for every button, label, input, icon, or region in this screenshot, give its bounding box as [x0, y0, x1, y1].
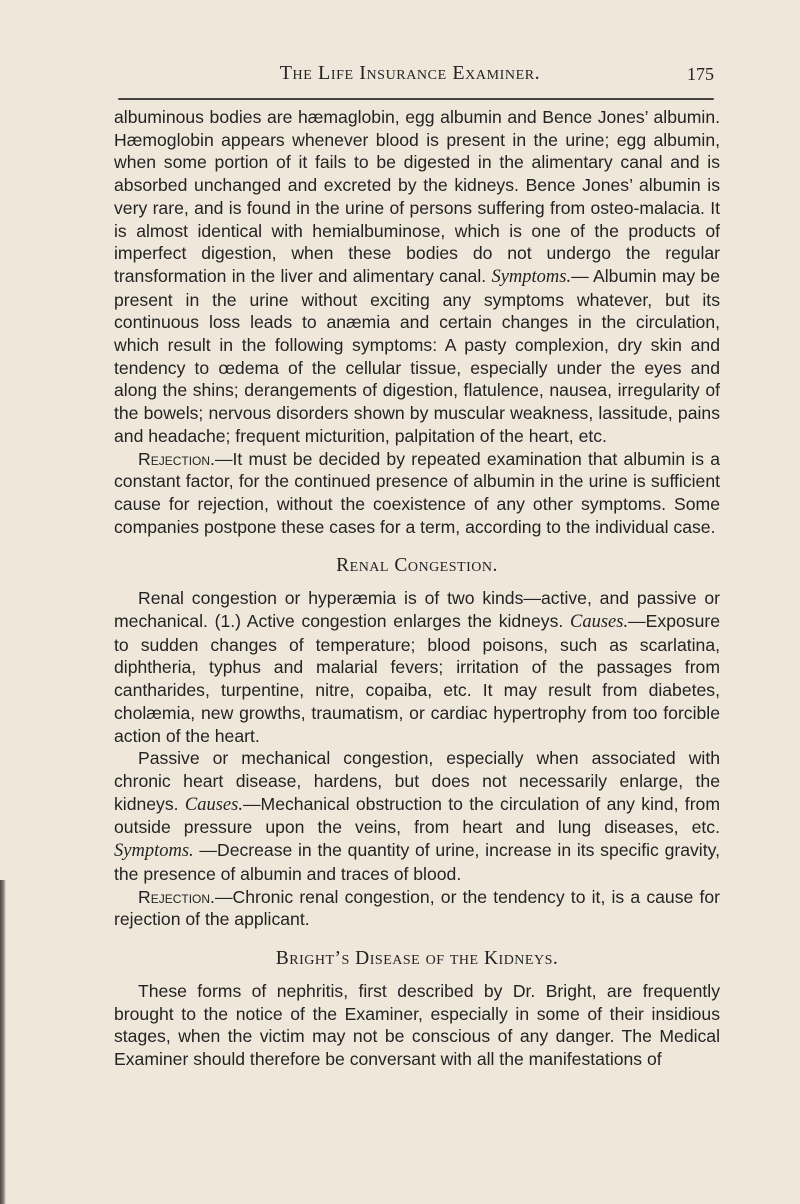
section-heading-brights-disease: Bright’s Disease of the Kidneys. — [275, 947, 559, 969]
paragraph-text: —It must be decided by repeated examination that albumin is a constant factor, for the continued presence of albumin in the urine is sufficient cause for rejection, without the coexistence of any other symptoms. Some companies postpone these cases for a term, according to the individual case. — [114, 448, 720, 537]
paragraph-text: Passive or mechanical congestion, especially when associated with chronic heart disease, hardens, but does not necessarily enlarge, the kidneys. — [114, 748, 720, 814]
symptoms-label: Symptoms. — [491, 266, 572, 287]
paragraph-nephritis: These forms of nephritis, first described by Dr. Bright, are frequently brought to the notice of the Examiner, especially in some of their insidious stages, when the victim may not be conscious of any danger. The Medical Examiner should therefore be conversant with all the manifestations of — [114, 980, 720, 1070]
page-body — [114, 106, 720, 1071]
paragraph-text: —Mechanical obstruction to the circulation of any kind, from outside pressure upon the veins, from heart and lung diseases, etc. — [114, 793, 720, 838]
paragraph-text: — Albumin may be present in the urine without exciting any symptoms whatever, but its continuous loss leads to anæmia and certain changes in the circulation, which result in the following symptoms: A pasty complexion, dry skin and tendency to œdema of the cellular tissue, especially under the eyes and along the shins; derangements of digestion, flatulence, nausea, irregularity of the bowels; nervous disorders shown by muscular weakness, lassitude, pains and headache; frequent micturition, palpitation of the heart, etc. — [114, 265, 720, 446]
paragraph-rejection-renal — [114, 886, 720, 931]
symptoms-label: Symptoms. — [114, 841, 194, 862]
paragraph-text: —Chronic renal congestion, or the tendency to it, is a cause for rejection of the applicant. — [114, 886, 720, 930]
causes-label: Causes. — [570, 612, 629, 633]
rejection-label: Rejection. — [138, 886, 215, 907]
paragraph-rejection-albumin — [114, 448, 720, 539]
section-heading-renal-congestion: Renal Congestion. — [336, 555, 498, 577]
book-spine-shadow — [0, 880, 6, 1204]
causes-label: Causes. — [184, 794, 243, 815]
running-title: The Life Insurance Examiner. — [279, 62, 541, 84]
running-header — [110, 62, 714, 88]
paragraph-active-congestion — [114, 587, 720, 747]
paragraph-passive-congestion — [114, 747, 720, 885]
paragraph-text: —Exposure to sudden changes of temperature; blood poisons, such as scarlatina, diphtheria, typhus and malarial fevers; irritation of the passages from cantharides, turpentine, nitre, copaiba, etc. It may result from diabetes, cholæmia, new growths, traumatism, or cardiac hypertrophy from too forcible action of the heart. — [114, 611, 720, 746]
header-rule — [118, 98, 714, 100]
paragraph-text: —Decrease in the quantity of urine, increase in its specific gravity, the presence of albumin and traces of blood. — [114, 840, 720, 884]
paragraph-text: albuminous bodies are hæmaglobin, egg albumin and Bence Jones’ albumin. Hæmoglobin appears whenever blood is present in the urine; egg albumin, when some portion of it fails to be digested in the alimentary canal and is absorbed unchanged and excreted by the kidneys. Bence Jones’ albumin is very rare, and is found in the urine of persons suffering from osteo-malacia. It is almost identical with hemialbuminose, which is one of the products of imperfect digestion, when these bodies do not undergo the regular transformation in the liver and alimentary canal. — [114, 107, 720, 286]
paragraph-albuminous-bodies — [114, 106, 720, 448]
rejection-label: Rejection. — [138, 448, 215, 469]
page-number: 175 — [687, 64, 714, 84]
paragraph-text: Renal congestion or hyperæmia is of two kinds—active, and passive or mechanical. (1.) Active congestion enlarges the kidneys. — [114, 588, 720, 632]
